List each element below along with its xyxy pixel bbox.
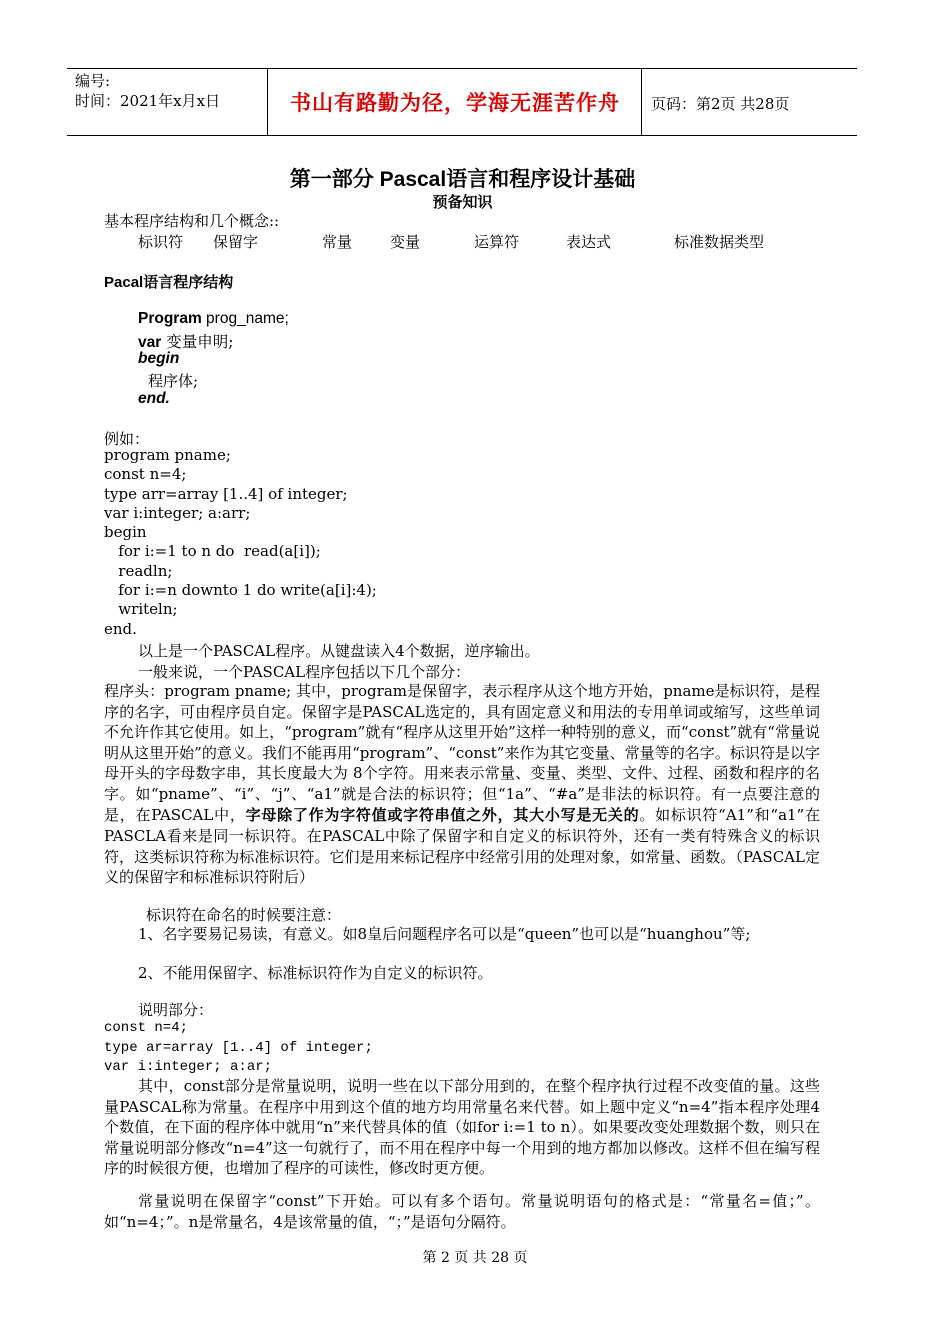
paragraph-const-explanation: 其中，const部分是常量说明，说明一些在以下部分用到的，在整个程序执行过程不改变值的量。这些量PASCAL称为常量。在程序中用到这个值的地方均用常量名来代替。如上题中定义“n=4”指本程序处理4个数值，在下面的程序体中就用“n”来代替具体的值（如for i:=1 to n）。如果要改变处理数据个数，则只在常量说明部分修改“n=4”这一句就行了，而不用在程序中每一个用到的地方都加以修改。这样不但在编写程序的时候很方便，也增加了程序的可读性，修改时更方便。	[104, 1077, 820, 1178]
header-motto: 书山有路勤为径，学海无涯苦作舟	[290, 90, 620, 115]
paragraph-text: 程序头：program pname; 其中，program是保留字，表示程序从这个地方开始，pname是标识符，是程序的名字，可由程序员自定。保留字是PASCAL选定的，具有固定意义和用法的专用单词或缩写，这些单词不允许作其它使用。如上，“program”就有“程序从这里开始”这样一种特别的意义，而“const”就有“常量说明从这里开始”的意义。我们不能再用“program”、“const”来作为其它变量、常量等的名字。标识符是以字母开头的字母数字串，其长度最大为 8个字符。用来表示常量、变量、类型、文件、过程、函数和程序的名字。如“pname”、“i”、“j”、“a1”就是合法的标识符；但“1a”、“#a”是非法的标识符。有一点要注意的是，在PASCAL中，	[104, 682, 820, 824]
header-page-info: 页码：第2页 共28页	[651, 95, 790, 113]
concept-item: 保留字	[213, 233, 259, 251]
structure-line-end: end.	[138, 390, 170, 407]
code-line: const n=4;	[104, 465, 187, 484]
header-meta	[75, 71, 220, 111]
structure-text: 变量申明;	[161, 333, 234, 351]
page-header	[67, 68, 857, 136]
paragraph-summary: 以上是一个PASCAL程序。从键盘读入4个数据，逆序输出。	[138, 642, 540, 660]
structure-line-var	[138, 330, 233, 352]
code-line: var i:integer; a:arr;	[104, 503, 251, 522]
emphasis-text: 字母除了作为字符值或字符串值之外，其大小写是无关的	[245, 806, 640, 824]
concept-item: 运算符	[474, 233, 520, 251]
header-divider	[267, 69, 268, 135]
concept-item: 标准数据类型	[674, 233, 765, 251]
code-line: begin	[104, 523, 147, 542]
structure-line-program	[138, 310, 289, 328]
header-divider	[641, 69, 642, 135]
paragraph-const-format: 常量说明在保留字“const”下开始。可以有多个语句。常量说明语句的格式是：“常量名=值；”。如“n=4；”。n是常量名，4是该常量的值，“；”是语句分隔符。	[104, 1192, 820, 1231]
concept-item: 标识符	[138, 233, 184, 251]
code-line: var i:integer; a:ar;	[104, 1059, 273, 1075]
concept-item: 变量	[390, 233, 421, 251]
number-label: 编号:	[75, 72, 111, 90]
intro-line: 基本程序结构和几个概念::	[104, 212, 280, 230]
paragraph-parts-intro: 一般来说，一个PASCAL程序包括以下几个部分：	[138, 663, 471, 681]
code-line: type ar=array [1..4] of integer;	[104, 1039, 373, 1056]
paragraph-naming-note: 标识符在命名的时候要注意：	[146, 906, 342, 924]
code-line: for i:=n downto 1 do write(a[i]:4);	[104, 581, 377, 600]
example-label: 例如：	[104, 430, 150, 448]
structure-line-body: 程序体;	[148, 372, 199, 390]
code-line: program pname;	[104, 446, 231, 464]
code-line: end.	[104, 619, 137, 638]
concept-list	[0, 231, 950, 251]
paragraph-naming-rule-2: 2、不能用保留字、标准标识符作为自定义的标识符。	[138, 964, 493, 982]
concept-item: 常量	[322, 233, 353, 251]
concept-item: 表达式	[566, 233, 612, 251]
paragraph-text: 。如标识符“A1”和“a1”在PASCLA看来是同一标识符。在PASCAL中除了保留字和自定义的标识符外，还有一类有特殊含义的标识符，这类标识符称为标准标识符。它们是用来标记程序中经常引用的处理对象，如常量、函数。（PASCAL定义的保留字和标准标识符附后）	[104, 805, 820, 887]
keyword: Program	[138, 310, 202, 327]
declaration-label: 说明部分：	[138, 1001, 214, 1019]
structure-text: prog_name;	[201, 310, 289, 327]
page-title: 第一部分 Pascal语言和程序设计基础	[289, 168, 636, 191]
page-footer: 第 2 页 共 28 页	[422, 1250, 528, 1266]
keyword: var	[138, 334, 162, 351]
paragraph-naming-rule-1: 1、名字要易记易读，有意义。如8皇后问题程序名可以是“queen”也可以是“huanghou”等;	[138, 925, 751, 943]
example-code	[104, 446, 377, 639]
code-line: type arr=array [1..4] of integer;	[104, 484, 348, 503]
structure-line-begin: begin	[138, 350, 180, 367]
code-line: writeln;	[104, 600, 178, 619]
code-line: readln;	[104, 561, 173, 580]
paragraph-program-header	[104, 681, 820, 888]
page-subtitle: 预备知识	[432, 194, 493, 211]
code-line: for i:=1 to n do read(a[i]);	[104, 542, 321, 561]
structure-heading: Pacal语言程序结构	[104, 274, 234, 291]
time-label: 时间：2021年x月x日	[75, 92, 221, 110]
declaration-code	[104, 1019, 373, 1078]
code-line: const n=4;	[104, 1020, 189, 1036]
